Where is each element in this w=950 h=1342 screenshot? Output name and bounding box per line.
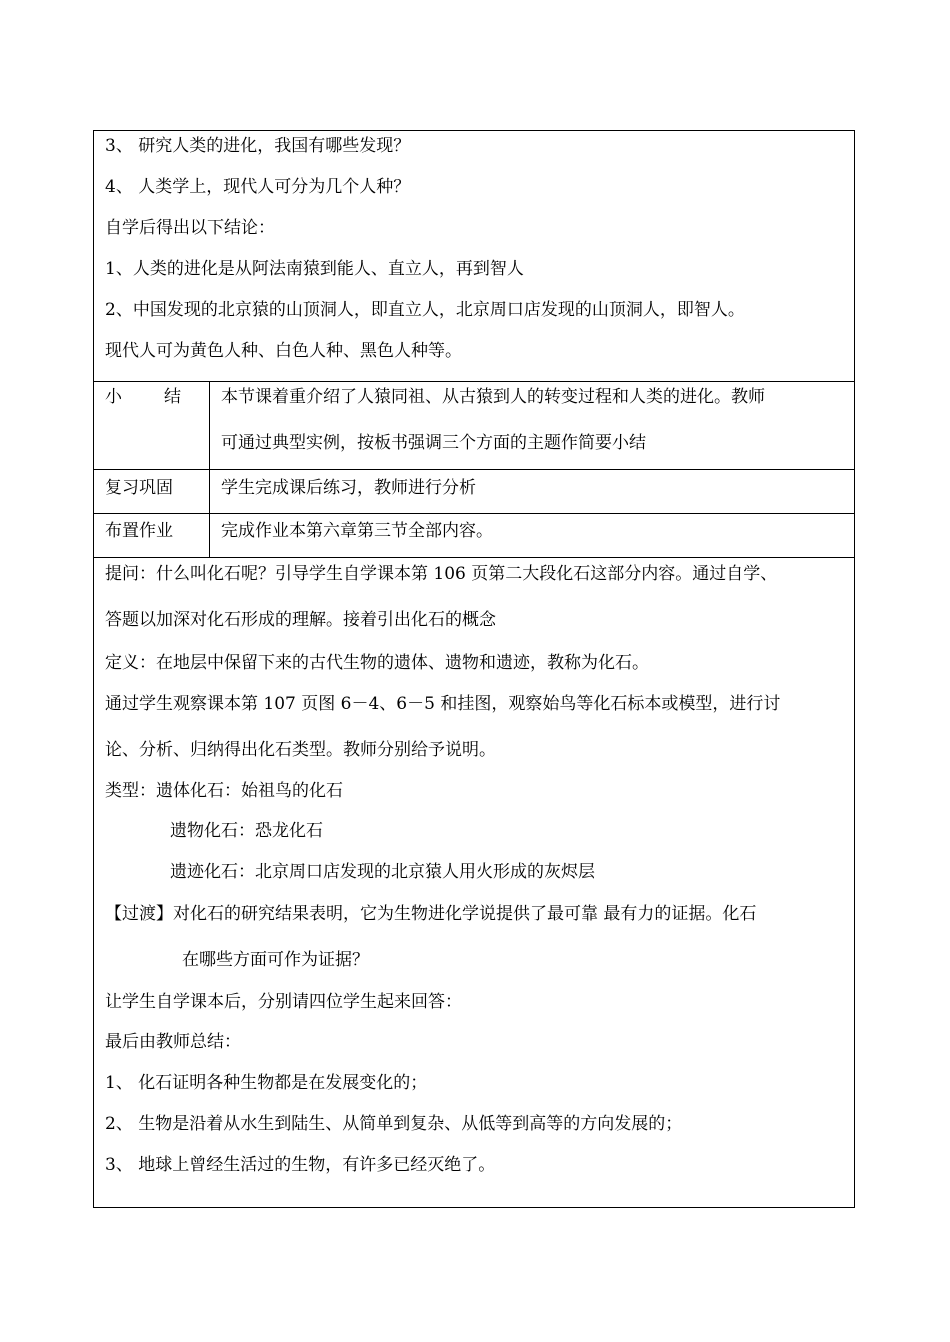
review-content: 学生完成课后练习，教师进行分析 (221, 478, 476, 498)
student-answer: 让学生自学课本后，分别请四位学生起来回答： (105, 992, 462, 1012)
summary-text-line-2: 可通过典型实例，按板书强调三个方面的主题作简要小结 (221, 433, 646, 453)
summary-label-left: 小 (105, 387, 122, 407)
summary-text-line-1: 本节课着重介绍了人猿同祖、从古猿到人的转变过程和人类的进化。教师 (221, 387, 765, 407)
summary-label (105, 386, 181, 408)
fossil-type-3: 遗迹化石：北京周口店发现的北京猿人用火形成的灰烬层 (170, 862, 595, 882)
homework-content: 完成作业本第六章第三节全部内容。 (221, 521, 493, 541)
question-4: 4、 人类学上，现代人可分为几个人种？ (105, 177, 411, 197)
fossil-type-1: 类型：遗体化石：始祖鸟的化石 (105, 781, 343, 801)
question-fossil-line-2: 答题以加深对化石形成的理解。接着引出化石的概念 (105, 610, 496, 630)
review-label: 复习巩固 (105, 478, 173, 498)
row-divider (93, 513, 855, 514)
question-fossil-line-1: 提问：什么叫化石呢？引导学生自学课本第 106 页第二大段化石这部分内容。通过自学、 (105, 564, 778, 584)
row-divider (93, 469, 855, 470)
summary-point-2: 2、 生物是沿着从水生到陆生、从简单到复杂、从低等到高等的方向发展的； (105, 1114, 683, 1134)
summary-label-right: 结 (164, 387, 181, 407)
observation-line-2: 论、分析、归纳得出化石类型。教师分别给予说明。 (105, 740, 496, 760)
fossil-type-2: 遗物化石：恐龙化石 (170, 821, 323, 841)
row-divider (93, 557, 855, 558)
column-divider (209, 381, 210, 557)
observation-line-1: 通过学生观察课本第 107 页图 6－4、6－5 和挂图，观察始鸟等化石标本或模型，进行讨 (105, 694, 781, 714)
fossil-definition: 定义：在地层中保留下来的古代生物的遗体、遗物和遗迹，教称为化石。 (105, 653, 649, 673)
conclusion-1: 1、人类的进化是从阿法南猿到能人、直立人，再到智人 (105, 259, 524, 279)
row-divider (93, 381, 855, 382)
transition-line-2: 在哪些方面可作为证据？ (182, 950, 369, 970)
homework-label: 布置作业 (105, 521, 173, 541)
conclusion-2: 2、中国发现的北京猿的山顶洞人，即直立人，北京周口店发现的山顶洞人，即智人。 (105, 300, 745, 320)
summary-point-1: 1、 化石证明各种生物都是在发展变化的； (105, 1073, 428, 1093)
question-3: 3、 研究人类的进化，我国有哪些发现？ (105, 136, 411, 156)
conclusion-3: 现代人可为黄色人种、白色人种、黑色人种等。 (105, 341, 462, 361)
transition-line-1: 【过渡】对化石的研究结果表明，它为生物进化学说提供了最可靠 最有力的证据。化石 (105, 904, 757, 924)
summary-point-3: 3、 地球上曾经生活过的生物，有许多已经灭绝了。 (105, 1155, 496, 1175)
teacher-summary: 最后由教师总结： (105, 1032, 241, 1052)
conclusion-intro: 自学后得出以下结论： (105, 218, 275, 238)
